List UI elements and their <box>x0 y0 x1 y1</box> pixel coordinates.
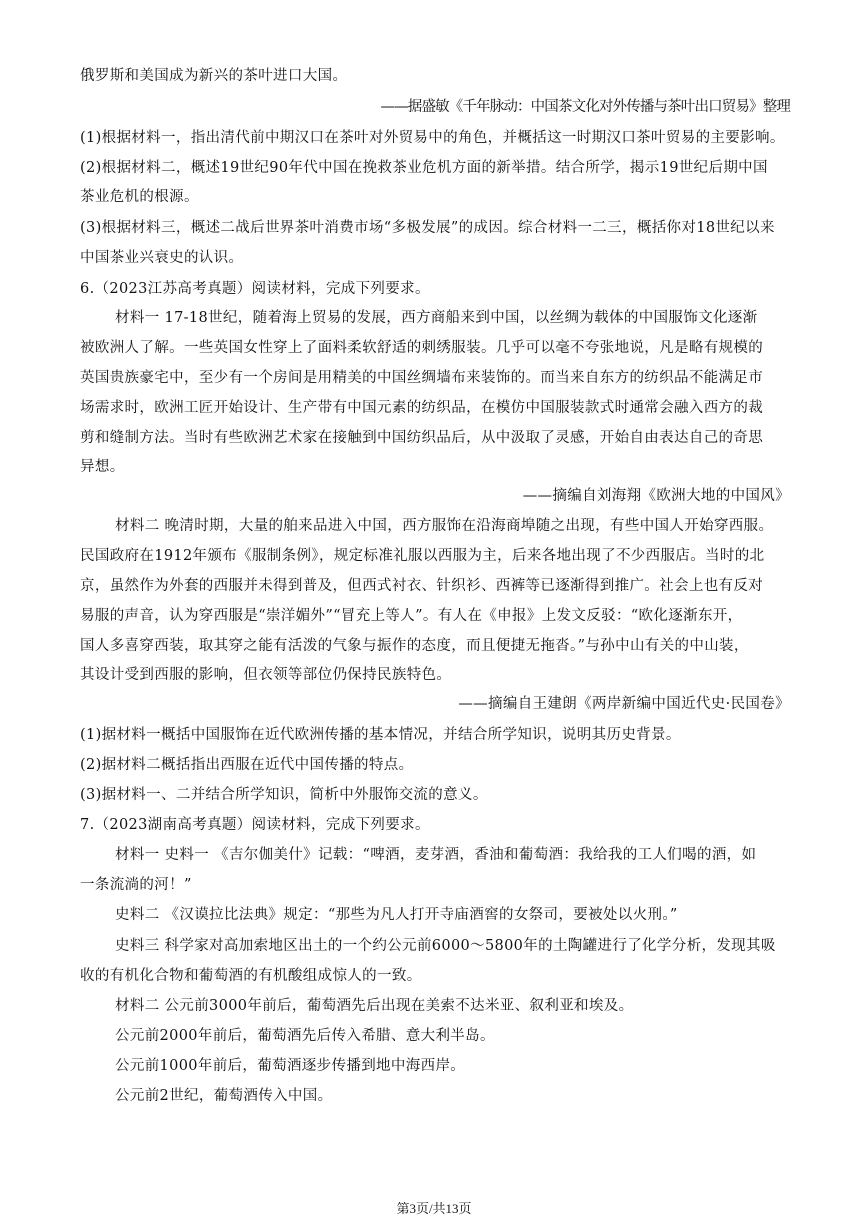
material-paragraph: 材料一 史料一 《吉尔伽美什》记载：“啤酒，麦芽酒，香油和葡萄酒：我给我的工人们喝的酒，如 <box>115 847 757 863</box>
page-number: 第3页/共13页 <box>396 1201 472 1216</box>
text-line: 剪和缝制方法。当时有些欧洲艺术家在接触到中国纺织品后，从中汲取了灵感，开始自由表达自己的奇思 <box>80 430 764 446</box>
text-line: 场需求时，欧洲工匠开始设计、生产带有中国元素的纺织品，在模仿中国服装款式时通常会融入西方的裁 <box>80 400 764 416</box>
question-item: (2)据材料二概括指出西服在近代中国传播的特点。 <box>80 757 414 773</box>
text-line: 一条流淌的河！” <box>80 877 192 893</box>
question-item: (3)根据材料三，概述二战后世界茶叶消费市场“多极发展”的成因。综合材料一二三，概括你对18世纪以来 <box>80 220 775 236</box>
text-line: 京，虽然作为外套的西服并未得到普及，但西式衬衣、针织衫、西裤等已逐渐得到推广。社会上也有反对 <box>80 578 764 594</box>
material-paragraph: 公元前2000年前后，葡萄酒先后传入希腊、意大利半岛。 <box>115 1028 495 1044</box>
text-line: 其设计受到西服的影响，但衣领等部位仍保持民族特色。 <box>80 667 452 683</box>
material-paragraph: 公元前2世纪，葡萄酒传入中国。 <box>115 1088 333 1104</box>
material-paragraph: 史料三 科学家对高加索地区出土的一个约公元前6000～5800年的土陶罐进行了化学分析，发现其吸 <box>115 938 776 954</box>
material-paragraph: 史料二 《汉谟拉比法典》规定：“那些为凡人打开寺庙酒窖的女祭司，要被处以火刑。” <box>115 907 678 923</box>
text-line: 茶业危机的根源。 <box>80 189 199 205</box>
material-paragraph: 材料二 晚清时期，大量的舶来品进入中国，西方服饰在沿海商埠随之出现，有些中国人开始穿西服。 <box>115 518 774 534</box>
text-line: 收的有机化合物和葡萄酒的有机酸组成惊人的一致。 <box>80 968 422 984</box>
question-heading: 7.（2023湖南高考真题）阅读材料，完成下列要求。 <box>80 817 430 833</box>
source-citation: ——摘编自王建朗《两岸新编中国近代史·民国卷》 <box>458 696 790 712</box>
text-line: 异想。 <box>80 459 125 475</box>
material-paragraph: 材料二 公元前3000年前后，葡萄酒先后出现在美索不达米亚、叙利亚和埃及。 <box>115 998 634 1014</box>
material-paragraph: 材料一 17-18世纪，随着海上贸易的发展，西方商船来到中国，以丝绸为载体的中国服饰文化逐渐 <box>115 310 758 326</box>
text-line: 民国政府在1912年颁布《服制条例》，规定标准礼服以西服为主，后来各地出现了不少西服店。当时的北 <box>80 548 765 564</box>
question-item: (3)据材料一、二并结合所学知识，简析中外服饰交流的意义。 <box>80 787 488 803</box>
question-item: (2)根据材料二，概述19世纪90年代中国在挽救茶业危机方面的新举措。结合所学，揭示19世纪后期中国 <box>80 160 768 176</box>
text-line: 国人多喜穿西装，取其穿之能有活泼的气象与振作的态度，而且便捷无拖沓。”与孙中山有关的中山装， <box>80 638 749 654</box>
text-line: 英国贵族豪宅中，至少有一个房间是用精美的中国丝绸墙布来装饰的。而当来自东方的纺织品不能满足市 <box>80 370 764 386</box>
text-line: 俄罗斯和美国成为新兴的茶叶进口大国。 <box>80 68 348 84</box>
question-item: (1)根据材料一，指出清代前中期汉口在茶叶对外贸易中的角色，并概括这一时期汉口茶叶贸易的主要影响。 <box>80 130 785 146</box>
material-paragraph: 公元前1000年前后，葡萄酒逐步传播到地中海西岸。 <box>115 1058 466 1074</box>
source-citation: ——据盛敏《千年脉动：中国茶文化对外传播与茶叶出口贸易》整理 <box>380 99 790 115</box>
text-line: 被欧洲人了解。一些英国女性穿上了面料柔软舒适的刺绣服装。几乎可以毫不夸张地说，凡是略有规模的 <box>80 340 764 356</box>
text-line: 中国茶业兴衰史的认识。 <box>80 250 244 266</box>
question-heading: 6.（2023江苏高考真题）阅读材料，完成下列要求。 <box>80 281 430 297</box>
question-item: (1)据材料一概括中国服饰在近代欧洲传播的基本情况，并结合所学知识，说明其历史背景。 <box>80 727 681 743</box>
source-citation: ——摘编自刘海翔《欧洲大地的中国风》 <box>522 488 790 504</box>
text-line: 易服的声音，认为穿西服是“崇洋媚外”“冒充上等人”。有人在《申报》上发文反驳：“欧化逐渐东开， <box>80 608 743 624</box>
